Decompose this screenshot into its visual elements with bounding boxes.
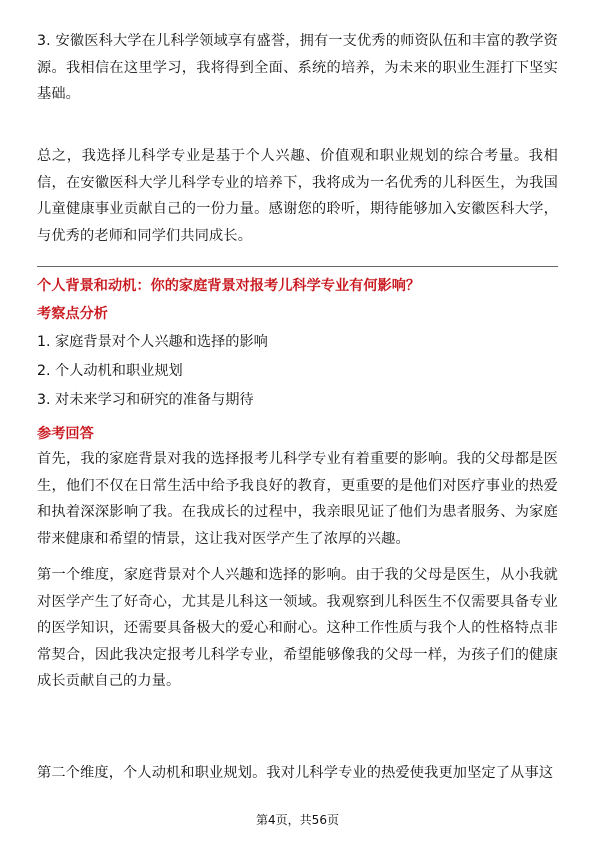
analysis-point: 3. 对未来学习和研究的准备与期待 <box>37 392 254 408</box>
question-title: 个人背景和动机：你的家庭背景对报考儿科学专业有何影响？ <box>37 278 421 294</box>
page-number: 第4页，共56页 <box>256 813 339 827</box>
analysis-point: 1. 家庭背景对个人兴趣和选择的影响 <box>37 334 268 350</box>
analysis-heading: 考察点分析 <box>37 306 108 322</box>
analysis-point: 2. 个人动机和职业规划 <box>37 363 183 379</box>
answer-heading: 参考回答 <box>37 426 94 442</box>
answer-paragraph: 首先，我的家庭背景对我的选择报考儿科学专业有着重要的影响。我的父母都是医生，他们不仅在日常生活中给予我良好的教育，更重要的是他们对医疗事业的热爱和执着深深影响了我。在我成长的过程中，我亲眼见证了他们为患者服务、为家庭带来健康和希望的情景，这让我对医学产生了浓厚的兴趣。 <box>37 451 558 547</box>
section-divider <box>37 266 558 267</box>
answer-paragraph: 第二个维度，个人动机和职业规划。我对儿科学专业的热爱使我更加坚定了从事这 <box>37 765 554 781</box>
answer-paragraph: 第一个维度，家庭背景对个人兴趣和选择的影响。由于我的父母是医生，从小我就对医学产生了好奇心，尤其是儿科这一领域。我观察到儿科医生不仅需要具备专业的医学知识，还需要具备极大的爱心和耐心。这种工作性质与我个人的性格特点非常契合，因此我决定报考儿科学专业，希望能够像我的父母一样，为孩子们的健康成长贡献自己的力量。 <box>37 567 558 689</box>
paragraph-reason-3: 3. 安徽医科大学在儿科学领域享有盛誉，拥有一支优秀的师资队伍和丰富的教学资源。我相信在这里学习，我将得到全面、系统的培养，为未来的职业生涯打下坚实基础。 <box>37 33 558 102</box>
paragraph-conclusion: 总之，我选择儿科学专业是基于个人兴趣、价值观和职业规划的综合考量。我相信，在安徽医科大学儿科学专业的培养下，我将成为一名优秀的儿科医生，为我国儿童健康事业贡献自己的一份力量。感谢您的聆听，期待能够加入安徽医科大学，与优秀的老师和同学们共同成长。 <box>37 148 558 244</box>
